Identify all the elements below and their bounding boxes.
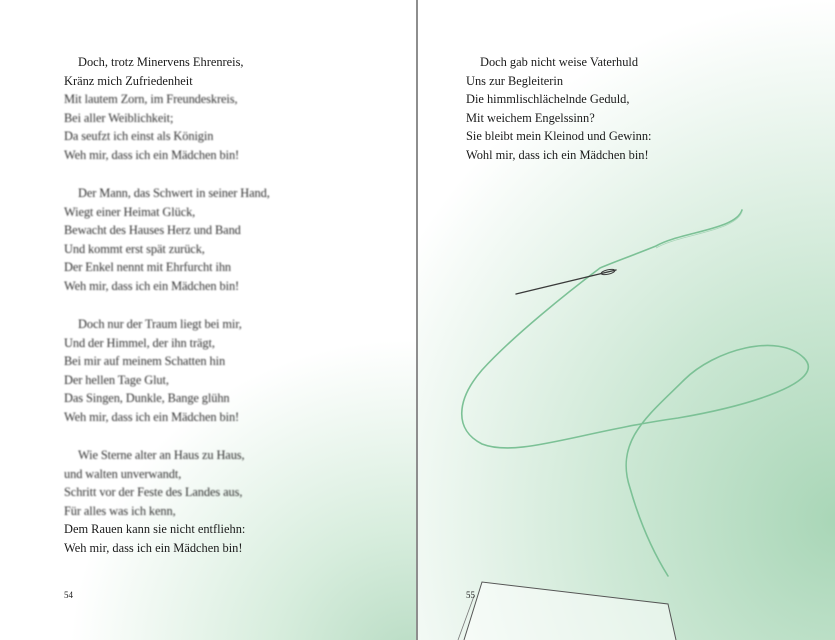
stanza <box>64 184 270 296</box>
poem-line: Mit weichem Engelssinn? <box>466 110 595 125</box>
poem-line: Dem Rauen kann sie nicht entfliehn: <box>64 522 246 537</box>
poem-line: Sie bleibt mein Kleinod und Gewinn: <box>466 129 652 144</box>
poem-line: Kränz mich Zufriedenheit <box>64 73 193 88</box>
poem-line: Und kommt erst spät zurück, <box>64 241 205 256</box>
poem-line: Uns zur Begleiterin <box>466 73 564 88</box>
poem-line: Da seufzt ich einst als Königin <box>64 129 214 144</box>
poem-line: Schritt vor der Feste des Landes aus, <box>64 485 243 500</box>
green-thread-shadow <box>656 212 742 248</box>
poem-line: Wiegt einer Heimat Glück, <box>64 204 196 219</box>
poem-line: Wie Sterne alter an Haus zu Haus, <box>78 448 245 462</box>
poem-line: Der Enkel nennt mit Ehrfurcht ihn <box>64 260 232 275</box>
stanza <box>466 53 652 165</box>
poem-line: Weh mir, dass ich ein Mädchen bin! <box>64 409 240 424</box>
poem-line: Weh mir, dass ich ein Mädchen bin! <box>64 540 243 555</box>
stanza <box>64 53 244 165</box>
right-page <box>418 0 835 640</box>
poem-line: Wohl mir, dass ich ein Mädchen bin! <box>466 147 649 162</box>
poem-line: Doch nur der Traum liegt bei mir, <box>78 317 242 331</box>
poem-line: Doch gab nicht weise Vaterhuld <box>480 55 639 69</box>
page-number-left: 54 <box>64 590 73 600</box>
green-thread <box>462 210 809 576</box>
page-number-right: 55 <box>466 590 475 600</box>
left-page <box>0 0 417 640</box>
poem-line: Weh mir, dass ich ein Mädchen bin! <box>64 278 240 293</box>
poem-line: Bewacht des Hauses Herz und Band <box>64 223 241 238</box>
poem-line: Der hellen Tage Glut, <box>64 372 169 387</box>
poem-line: Doch, trotz Minervens Ehrenreis, <box>78 55 244 69</box>
poem-line: Und der Himmel, der ihn trägt, <box>64 335 215 350</box>
poem-line: Der Mann, das Schwert in seiner Hand, <box>78 186 270 200</box>
poem-line: Bei mir auf meinem Schatten hin <box>64 354 226 369</box>
poem-line: Das Singen, Dunkle, Bange glühn <box>64 391 230 406</box>
poem-line: Für alles was ich kenn, <box>64 503 176 518</box>
paper-sheet-icon <box>464 582 676 640</box>
poem-line: und walten unverwandt, <box>64 466 182 481</box>
poem-line: Die himmlischlächelnde Geduld, <box>466 92 630 107</box>
poem-line: Bei aller Weiblichkeit; <box>64 110 174 125</box>
poem-line: Mit lautem Zorn, im Freundeskreis, <box>64 92 238 107</box>
stanza <box>64 446 245 558</box>
stanza <box>64 315 242 427</box>
poem-line: Weh mir, dass ich ein Mädchen bin! <box>64 147 240 162</box>
